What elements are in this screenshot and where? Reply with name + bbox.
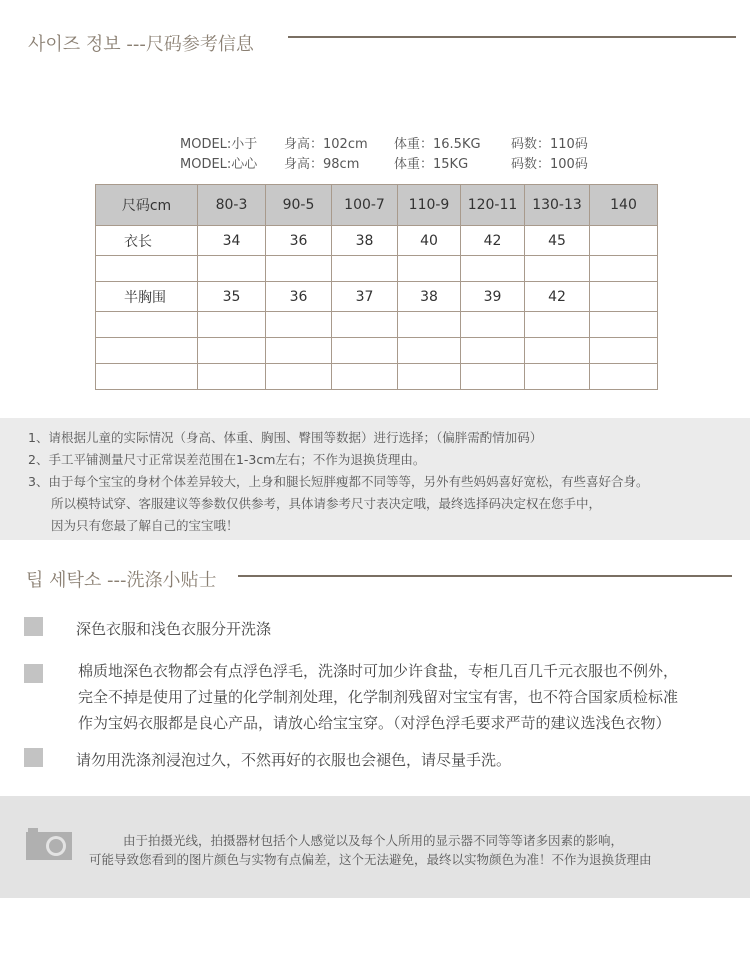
tip-text: 请勿用洗涤剂浸泡过久，不然再好的衣服也会褪色，请尽量手洗。 xyxy=(76,751,512,769)
bullet-square-icon xyxy=(24,617,43,636)
table-cell xyxy=(461,256,525,282)
model-height: 身高：102cm xyxy=(284,137,368,152)
row-label xyxy=(96,364,198,390)
table-cell xyxy=(266,364,332,390)
table-row xyxy=(96,282,658,312)
tip-text: 棉质地深色衣物都会有点浮色浮毛，洗涤时可加少许食盐，专柜几百几千元衣服也不例外， xyxy=(78,662,679,680)
table-cell xyxy=(525,338,590,364)
size-section-title: 사이즈 정보 ---尺码参考信息 xyxy=(28,34,254,55)
table-cell xyxy=(398,364,461,390)
disclaimer-line: 可能导致您看到的图片颜色与实物有点偏差，这个无法避免，最终以实物颜色为准！不作为退换货理由 xyxy=(89,852,652,867)
table-cell xyxy=(266,312,332,338)
table-row xyxy=(96,256,658,282)
table-row xyxy=(96,364,658,390)
bullet-square-icon xyxy=(24,664,43,683)
table-cell: 35 xyxy=(198,282,266,312)
table-cell xyxy=(461,364,525,390)
model-height: 身高：98cm xyxy=(284,157,360,172)
wash-section-title: 팁 세탁소 ---洗涤小贴士 xyxy=(26,570,217,591)
table-cell: 42 xyxy=(461,226,525,256)
table-cell xyxy=(590,364,658,390)
table-cell xyxy=(266,256,332,282)
disclaimer-panel xyxy=(0,796,750,898)
column-header: 120-11 xyxy=(461,185,525,226)
bullet-square-icon xyxy=(24,748,43,767)
note-line: 所以模特试穿、客服建议等参数仅供参考，具体请参考尺寸表决定哦，最终选择码决定权在您手中， xyxy=(51,496,602,511)
table-cell xyxy=(461,338,525,364)
size-section-header xyxy=(0,26,750,56)
table-cell xyxy=(461,312,525,338)
table-cell: 36 xyxy=(266,226,332,256)
table-cell xyxy=(332,364,398,390)
tip-text: 深色衣服和浅色衣服分开洗涤 xyxy=(76,620,272,638)
column-header: 尺码cm xyxy=(96,185,198,226)
table-row xyxy=(96,338,658,364)
note-line: 3、由于每个宝宝的身材个体差异较大，上身和腿长短胖瘦都不同等等，另外有些妈妈喜好宽松，有些喜好合身。 xyxy=(28,474,649,489)
note-line: 因为只有您最了解自己的宝宝哦！ xyxy=(51,518,239,533)
table-cell xyxy=(398,256,461,282)
model-size: 码数：100码 xyxy=(511,157,588,172)
notes-panel xyxy=(0,418,750,540)
table-cell: 37 xyxy=(332,282,398,312)
row-label: 衣长 xyxy=(96,226,198,256)
row-label xyxy=(96,312,198,338)
row-label xyxy=(96,256,198,282)
table-header-row xyxy=(96,185,658,226)
table-cell xyxy=(198,338,266,364)
table-cell: 34 xyxy=(198,226,266,256)
table-cell xyxy=(398,338,461,364)
table-cell: 36 xyxy=(266,282,332,312)
table-cell xyxy=(398,312,461,338)
model-name: MODEL:小于 xyxy=(180,137,258,152)
table-cell xyxy=(266,338,332,364)
model-weight: 体重：15KG xyxy=(394,157,469,172)
table-cell xyxy=(590,226,658,256)
table-cell xyxy=(590,338,658,364)
row-label: 半胸围 xyxy=(96,282,198,312)
table-cell: 40 xyxy=(398,226,461,256)
table-cell xyxy=(590,312,658,338)
table-cell xyxy=(525,364,590,390)
size-table xyxy=(95,184,658,390)
column-header: 130-13 xyxy=(525,185,590,226)
model-name: MODEL:心心 xyxy=(180,157,258,172)
column-header: 90-5 xyxy=(266,185,332,226)
table-row xyxy=(96,312,658,338)
note-line: 2、手工平铺测量尺寸正常误差范围在1-3cm左右；不作为退换货理由。 xyxy=(28,452,426,467)
tip-text: 作为宝妈衣服都是良心产品，请放心给宝宝穿。（对浮色浮毛要求严苛的建议选浅色衣物） xyxy=(78,714,671,732)
table-cell xyxy=(198,364,266,390)
table-cell xyxy=(525,312,590,338)
table-cell xyxy=(198,312,266,338)
camera-icon xyxy=(26,824,72,860)
divider xyxy=(288,36,736,38)
table-cell xyxy=(590,282,658,312)
table-cell xyxy=(332,338,398,364)
table-cell xyxy=(590,256,658,282)
table-cell: 39 xyxy=(461,282,525,312)
tip-text: 完全不掉是使用了过量的化学制剂处理，化学制剂残留对宝宝有害，也不符合国家质检标准 xyxy=(78,688,679,706)
table-cell: 45 xyxy=(525,226,590,256)
table-cell: 38 xyxy=(332,226,398,256)
table-cell xyxy=(198,256,266,282)
column-header: 80-3 xyxy=(198,185,266,226)
table-cell xyxy=(525,256,590,282)
divider xyxy=(238,575,732,577)
model-weight: 体重：16.5KG xyxy=(394,137,481,152)
disclaimer-line: 由于拍摄光线，拍摄器材包括个人感觉以及每个人所用的显示器不同等等诸多因素的影响， xyxy=(123,833,624,848)
wash-section-header xyxy=(0,562,750,592)
column-header: 110-9 xyxy=(398,185,461,226)
column-header: 100-7 xyxy=(332,185,398,226)
note-line: 1、请根据儿童的实际情况（身高、体重、胸围、臀围等数据）进行选择；（偏胖需酌情加码） xyxy=(28,430,543,445)
model-size: 码数：110码 xyxy=(511,137,588,152)
row-label xyxy=(96,338,198,364)
table-cell: 38 xyxy=(398,282,461,312)
table-row xyxy=(96,226,658,256)
table-cell: 42 xyxy=(525,282,590,312)
table-cell xyxy=(332,312,398,338)
column-header: 140 xyxy=(590,185,658,226)
table-cell xyxy=(332,256,398,282)
